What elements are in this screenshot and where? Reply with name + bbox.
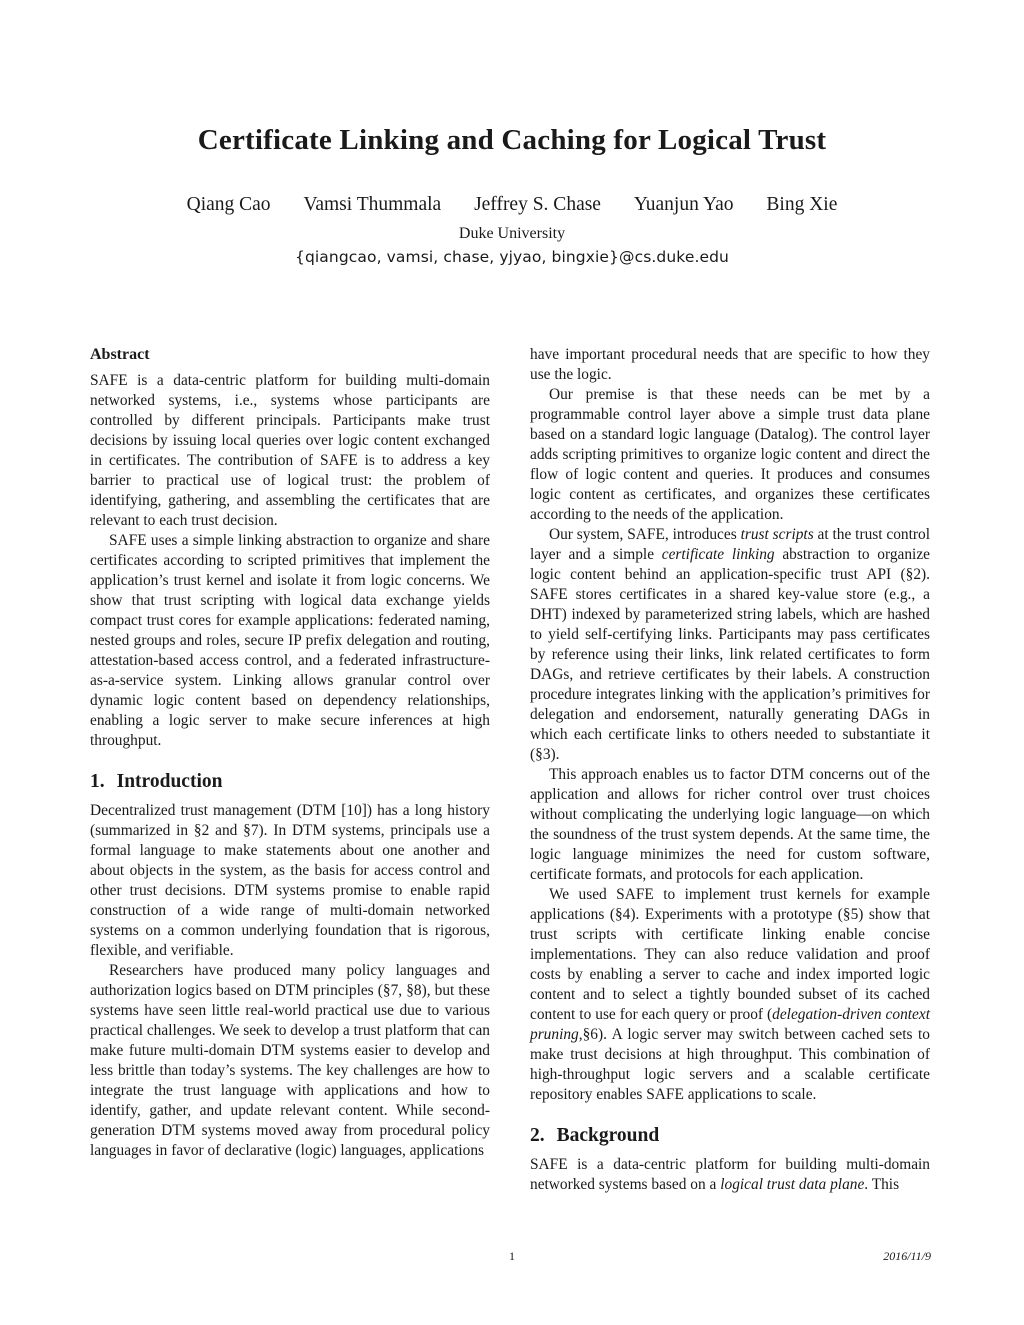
author-email: {qiangcao, vamsi, chase, yjyao, bingxie}@cs.duke.edu: [295, 248, 729, 266]
abstract-paragraph: SAFE is a data-centric platform for building multi-domain networked systems, i.e., systems whose participants are controlled by different principals. Participants make trust decisions by issuing local queries over logic content exchanged in certificates. The contribution of SAFE is to address a key barrier to practical use of logical trust: the problem of identifying, gathering, and assembling the certificates that are relevant to each trust decision.: [90, 372, 490, 529]
author-name: Bing Xie: [766, 194, 838, 215]
right-column: [530, 345, 930, 1195]
body-paragraph: This approach enables us to factor DTM concerns out of the application and allows for richer control over trust choices without complicating the underlying logic language—on which the soundness of the trust system depends. At the same time, the logic language minimizes the need for custom software, certificate formats, and protocols for each application.: [530, 766, 930, 883]
author-name: Yuanjun Yao: [633, 194, 734, 215]
left-column: [90, 345, 490, 1161]
affiliation: Duke University: [458, 225, 566, 242]
section-heading-background: [530, 1126, 930, 1146]
page-number: 1: [509, 1249, 515, 1263]
body-paragraph: Our premise is that these needs can be met by a programmable control layer above a simple trust data plane based on a standard logic language (Datalog). The control layer adds scripting primitives to organize logic content and direct the flow of logic content and queries. It produces and consumes logic content as certificates, and organizes these certificates according to the needs of the application.: [530, 386, 930, 523]
section-heading-introduction: [90, 772, 490, 792]
emphasis: delegation-driven context pruning: [530, 1006, 930, 1043]
author-name: Jeffrey S. Chase: [474, 194, 601, 215]
emphasis: trust scripts: [740, 526, 814, 543]
body-paragraph: Our system, SAFE, introduces trust scripts at the trust control layer and a simple certificate linking abstraction to organize logic content behind an application-specific trust API (§2). SAFE stores certificates in a shared key-value store (e.g., a DHT) indexed by parameterized string labels, which are hashed to yield self-certifying links. Participants may pass certificates by reference using their links, link related certificates to form DAGs, and retrieve certificates by their labels. A construction procedure integrates linking with the application’s primitives for delegation and endorsement, naturally generating DAGs in which each certificate links to others needed to substantiate it (§3).: [530, 526, 930, 763]
section-title: Background: [556, 1125, 660, 1146]
section-title: Introduction: [116, 771, 223, 792]
body-paragraph: Researchers have produced many policy languages and authorization logics based on DTM principles (§7, §8), but these systems have seen little real-world practical use due to various practical challenges. We seek to develop a trust platform that can make future multi-domain DTM systems easier to develop and less brittle than today’s systems. The key challenges are how to integrate the trust language with applications and how to identify, gather, and update relevant content. While second-generation DTM systems moved away from procedural policy languages in favor of declarative (logic) languages, applications: [90, 962, 490, 1159]
abstract-paragraph: SAFE uses a simple linking abstraction to organize and share certificates according to scripted primitives that implement the application’s trust kernel and isolate it from logic concerns. We show that trust scripting with logical data exchange yields compact trust cores for example applications: federated naming, nested groups and roles, secure IP prefix delegation and routing, attestation-based access control, and a federated infrastructure-as-a-service system. Linking allows granular control over dynamic logic content based on dependency relationships, enabling a logic server to make secure inferences at high throughput.: [90, 532, 490, 749]
author-list: [0, 194, 1024, 216]
author-name: Qiang Cao: [186, 194, 271, 215]
body-paragraph: SAFE is a data-centric platform for building multi-domain networked systems based on a logical trust data plane. This: [530, 1156, 930, 1193]
body-paragraph: We used SAFE to implement trust kernels for example applications (§4). Experiments with a prototype (§5) show that trust scripts with certificate linking enable concise implementations. They can also reduce validation and proof costs by enabling a server to cache and index imported logic content and to select a tightly bounded subset of its cached content to use for each query or proof (delegation-driven context pruning,§6). A logic server may switch between cached sets to make trust decisions at high throughput. This combination of high-throughput logic servers and a scalable certificate repository enables SAFE applications to scale.: [530, 886, 930, 1103]
footer-date: 2016/11/9: [883, 1249, 931, 1263]
emphasis: logical trust data plane: [720, 1176, 865, 1193]
section-number: 2.: [530, 1125, 545, 1146]
emphasis: certificate linking: [661, 546, 775, 563]
author-name: Vamsi Thummala: [303, 194, 442, 215]
paper-title: Certificate Linking and Caching for Logical Trust: [197, 124, 827, 156]
section-number: 1.: [90, 771, 105, 792]
body-paragraph-continued: have important procedural needs that are specific to how they use the logic.: [530, 346, 930, 383]
abstract-heading: Abstract: [90, 346, 150, 363]
body-paragraph: Decentralized trust management (DTM [10]) has a long history (summarized in §2 and §7). In DTM systems, principals use a formal language to make statements about one another and about objects in the system, as the basis for access control and other trust decisions. DTM systems promise to enable rapid construction of a wide range of multi-domain networked systems on a common underlying foundation that is rigorous, flexible, and verifiable.: [90, 802, 490, 959]
